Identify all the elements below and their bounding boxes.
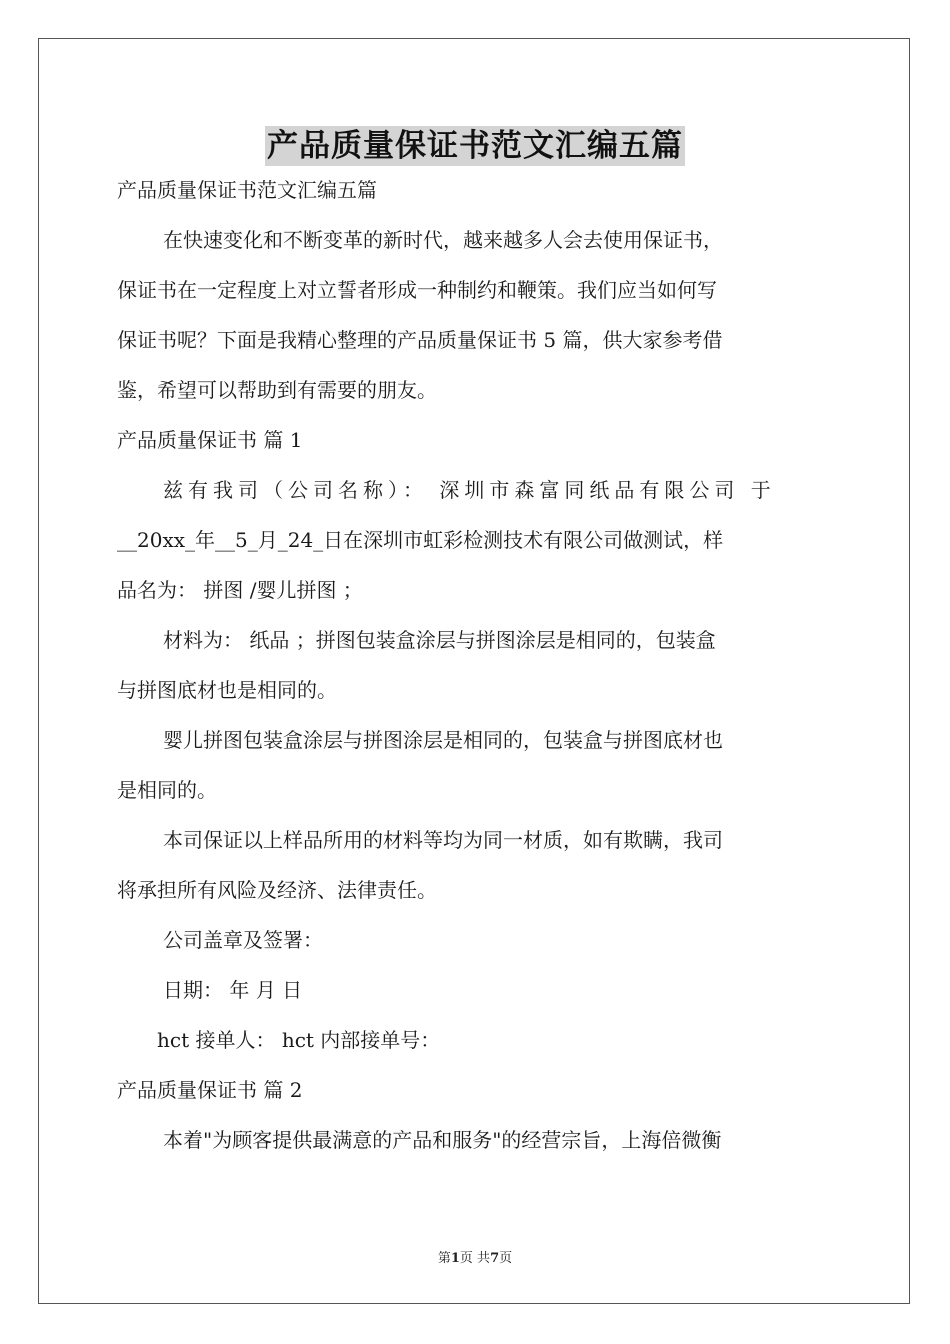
s1-p2-line-1: 材料为： 纸品 ；拼图包装盒涂层与拼图涂层是相同的，包装盒 [163, 628, 716, 652]
footer-total-pages: 7 [490, 1251, 500, 1266]
footer-page-number: 1 [450, 1251, 460, 1266]
section1-heading: 产品质量保证书 篇 1 [117, 428, 303, 452]
document-title: 产品质量保证书范文汇编五篇 [267, 128, 683, 164]
page-footer [0, 1247, 950, 1266]
s1-p4-line-2: 将承担所有风险及经济、法律责任。 [117, 878, 437, 902]
s2-p1-line-1: 本着"为顾客提供最满意的产品和服务"的经营宗旨，上海倍微衡 [163, 1128, 722, 1152]
s1-p3-line-1: 婴儿拼图包装盒涂层与拼图涂层是相同的，包装盒与拼图底材也 [163, 728, 723, 752]
s1-p2-line-2: 与拼图底材也是相同的。 [117, 678, 337, 702]
s1-p1-line-2: __20xx_年__5_月_24_日在深圳市虹彩检测技术有限公司做测试，样 [117, 528, 724, 552]
footer-mid: 页 共 [459, 1251, 491, 1266]
s1-p4-line-1: 本司保证以上样品所用的材料等均为同一材质，如有欺瞒，我司 [163, 828, 723, 852]
date-line: 日期： 年 月 日 [163, 978, 303, 1002]
intro-line-1: 在快速变化和不断变革的新时代，越来越多人会去使用保证书， [163, 228, 723, 252]
intro-line-4: 鉴，希望可以帮助到有需要的朋友。 [117, 378, 437, 402]
s1-p1-line-3: 品名为： 拼图 /婴儿拼图 ； [117, 578, 363, 602]
section2-heading: 产品质量保证书 篇 2 [117, 1078, 303, 1102]
title-wrap [0, 126, 950, 166]
footer-prefix: 第 [437, 1251, 451, 1266]
s1-p1-line-1: 兹有我司（公司名称）： 深圳市森富同纸品有限公司 于 [163, 478, 776, 502]
document-body [117, 178, 833, 1153]
subtitle-line: 产品质量保证书范文汇编五篇 [117, 178, 377, 202]
footer-suffix: 页 [499, 1251, 513, 1266]
hct-line: hct 接单人： hct 内部接单号： [157, 1028, 441, 1052]
s1-p3-line-2: 是相同的。 [117, 778, 217, 802]
intro-line-3: 保证书呢？下面是我精心整理的产品质量保证书 5 篇，供大家参考借 [117, 328, 723, 352]
intro-line-2: 保证书在一定程度上对立誓者形成一种制约和鞭策。我们应当如何写 [117, 278, 717, 302]
seal-signature-line: 公司盖章及签署： [163, 928, 323, 952]
